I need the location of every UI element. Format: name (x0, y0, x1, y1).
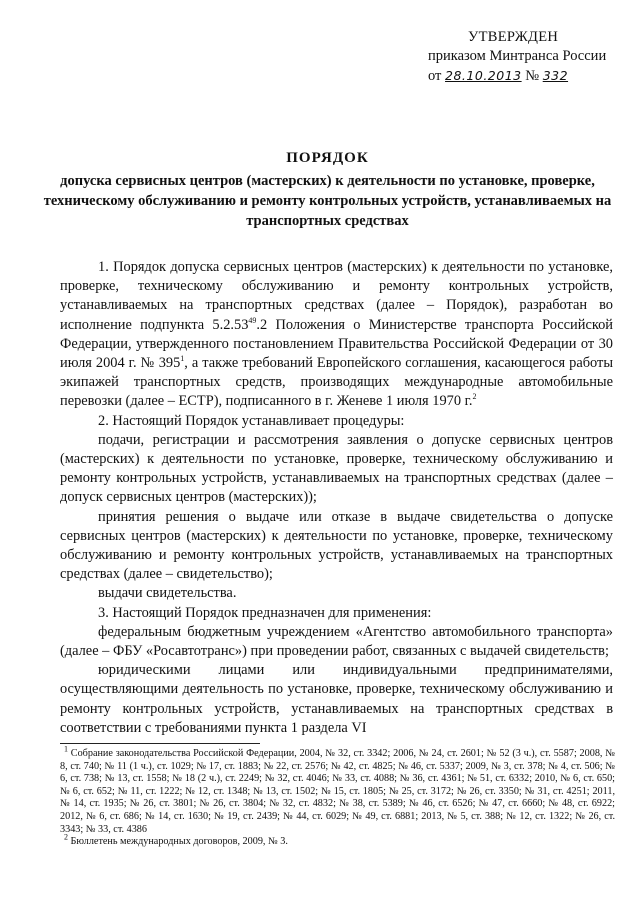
footnotes (60, 744, 615, 849)
document-title (40, 150, 615, 231)
paragraph-7: федеральным бюджетным учреждением «Агентство автомобильного транспорта» (далее – ФБУ «Росавтотранс») при проведении работ, связанных с выдачей свидетельств; (60, 623, 613, 660)
footnote-ref-1: 1 (180, 354, 185, 364)
approval-stamp (420, 28, 630, 86)
footnote-separator (60, 743, 260, 744)
footnote-2 (60, 832, 615, 849)
title-subtitle: допуска сервисных центров (мастерских) к деятельности по установке, проверке, техническому обслуживанию и ремонту контрольных устройств, устанавливаемых на транспортных средствах (43, 173, 612, 229)
footnote-ref-49: 49 (248, 315, 257, 325)
paragraph-3: подачи, регистрации и рассмотрения заявления о допуске сервисных центров (мастерских) к деятельности по установке, проверке, техническому обслуживанию и ремонту контрольных устройств, устанавливаемых на транспортных средствах (далее – допуск сервисных центров (мастерских)); (60, 431, 613, 506)
paragraph-5: выдачи свидетельства. (98, 585, 237, 602)
footnote-2-mark: 2 (64, 832, 68, 842)
number-prefix: № (525, 68, 540, 84)
handwritten-number: 332 (542, 68, 569, 83)
paragraph-8: юридическими лицами или индивидуальными предпринимателями, осуществляющими деятельность по установке, проверке, техническому обслуживанию и ремонту контрольных устройств, устанавливаемых на транспортных средствах в соответствии с требованиями пункта 1 раздела VI (60, 662, 613, 736)
document-body (60, 258, 613, 738)
handwritten-date: 28.10.2013 (445, 68, 522, 83)
paragraph-4: принятия решения о выдаче или отказе в выдаче свидетельства о допуске сервисных центров (мастерских) к деятельности по установке, проверке, техническому обслуживанию и ремонту контрольных устройств, устанавливаемых на транспортных средствах (далее – свидетельство); (60, 508, 613, 583)
footnote-1-mark: 1 (64, 744, 68, 754)
paragraph-1 (60, 258, 613, 412)
paragraph-1-part-c: , а также требований Европейского соглашения, касающегося работы экипажей транспортных средств, производящих международные автомобильные перевозки (далее – ЕСТР), подписанного в г. Женеве 1 июля 1970 г. (60, 355, 614, 410)
footnote-ref-2: 2 (472, 392, 477, 402)
approval-title: УТВЕРЖДЕН (468, 29, 559, 45)
date-prefix: от (428, 68, 442, 84)
footnote-1 (60, 744, 615, 836)
paragraph-1-part-b: .2 Положения о Министерстве транспорта Российской Федерации, утвержденного постановлением Правительства Российской Федерации от 30 июля 2004 г. № 395 (60, 316, 613, 372)
footnote-1-text: Собрание законодательства Российской Федерации, 2004, № 32, ст. 3342; 2006, № 24, ст. 2601; № 52 (3 ч.), ст. 5587; 2008, № 8, ст. 740; № 11 (1 ч.), ст. 1029; № 17, ст. 1883; № 22, ст. 2576; № 42, ст. 4825; № 46, ст. 5337; 2009, № 3, ст. 378; № 4, ст. 506; № 6, ст. 738; № 13, ст. 1558; № 18 (2 ч.), ст. 2249; № 32, ст. 4046; № 33, ст. 4088; № 36, ст. 4361; № 51, ст. 6332; 2010, № 6, ст. 650; № 6, ст. 652; № 11, ст. 1222; № 12, ст. 1348; № 13, ст. 1502; № 15, ст. 1805; № 25, ст. 3172; № 26, ст. 3350; № 31, ст. 4251; 2011, № 14, ст. 1935; № 26, ст. 3801; № 26, ст. 3804; № 32, ст. 4832; № 38, ст. 5389; № 46, ст. 6526; № 47, ст. 6660; № 48, ст. 6922; 2012, № 6, ст. 686; № 14, ст. 1630; № 19, ст. 2439; № 44, ст. 6029; № 49, ст. 6881; 2013, № 5, ст. 388; № 12, ст. 1322; № 26, ст. 3343; № 33, ст. 4386 (60, 748, 615, 835)
footnote-2-text: Бюллетень международных договоров, 2009, № 3. (70, 836, 288, 848)
paragraph-2: 2. Настоящий Порядок устанавливает процедуры: (98, 412, 405, 429)
paragraph-6: 3. Настоящий Порядок предназначен для применения: (98, 604, 432, 621)
paragraph-1-part-a: 1. Порядок допуска сервисных центров (мастерских) к деятельности по установке, проверке, техническому обслуживанию и ремонту контрольных устройств, устанавливаемых на транспортных средствах (далее – Порядок), разработан во исполнение подпункта 5.2.53 (60, 259, 613, 333)
approval-date-line (420, 66, 630, 86)
title-heading: ПОРЯДОК (286, 150, 369, 166)
approval-order: приказом Минтранса России (428, 48, 607, 64)
